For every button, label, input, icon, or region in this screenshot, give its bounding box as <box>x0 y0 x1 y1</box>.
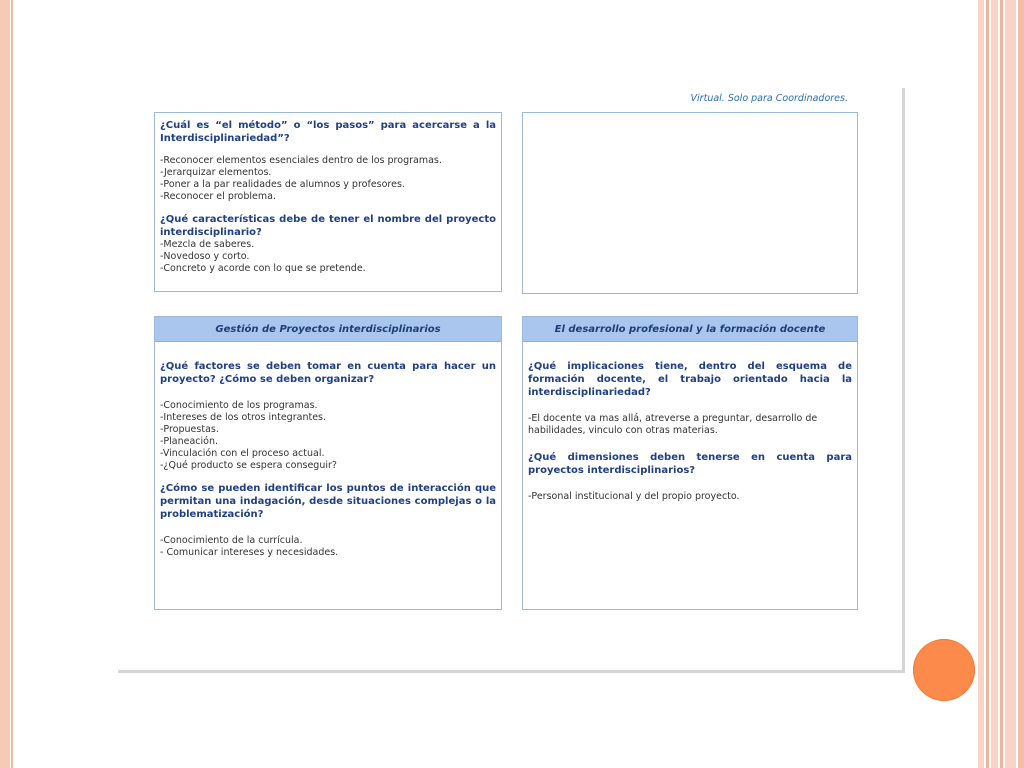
orange-circle-decoration <box>913 639 975 701</box>
answer-item: -Conocimiento de los programas. <box>160 400 318 411</box>
right-stripe <box>978 0 984 768</box>
answer-item: -Planeación. <box>160 436 219 447</box>
answer-item: -Reconocer el problema. <box>160 191 276 202</box>
answer-item: -Jerarquizar elementos. <box>160 167 272 178</box>
answer-item: -Novedoso y corto. <box>160 251 250 262</box>
question-characteristics: ¿Qué características debe de tener el nombre del proyecto interdisciplinario? <box>160 214 496 238</box>
answer-item: -Vinculación con el proceso actual. <box>160 448 325 459</box>
right-stripe <box>986 0 989 768</box>
document-image <box>118 88 905 673</box>
answer-item: -Intereses de los otros integrantes. <box>160 412 327 423</box>
answer-item: -Reconocer elementos esenciales dentro de los programas. <box>160 155 442 166</box>
answer-item: -Conocimiento de la currícula. <box>160 535 303 546</box>
question-factors: ¿Qué factores se deben tomar en cuenta para hacer un proyecto? ¿Cómo se deben organizar? <box>160 361 496 385</box>
box-professional-development <box>522 316 858 610</box>
answer-item: -Poner a la par realidades de alumnos y profesores. <box>160 179 405 190</box>
right-stripe <box>1018 0 1024 768</box>
answer-text: -El docente va mas allá, atreverse a preguntar, desarrollo de habilidades, vinculo con otras materias. <box>528 413 818 436</box>
left-decorative-line <box>11 0 13 768</box>
left-decorative-stripe <box>0 0 10 768</box>
answer-item: -Mezcla de saberes. <box>160 239 255 250</box>
box-empty <box>522 112 858 294</box>
question-method: ¿Cuál es “el método” o “los pasos” para acercarse a la Interdisciplinariedad”? <box>160 120 496 144</box>
right-stripe <box>1000 0 1003 768</box>
box-method <box>154 112 502 292</box>
question-dimensions: ¿Qué dimensiones deben tenerse en cuenta para proyectos interdisciplinarios? <box>528 452 852 476</box>
box-project-management <box>154 316 502 610</box>
question-implications: ¿Qué implicaciones tiene, dentro del esquema de formación docente, el trabajo orientado hacia la interdisciplinariedad? <box>528 361 852 398</box>
question-interaction-points: ¿Cómo se pueden identificar los puntos de interacción que permitan una indagación, desde situaciones complejas o la problematización? <box>160 483 496 520</box>
answer-text: -Personal institucional y del propio proyecto. <box>528 491 740 502</box>
answer-item: -¿Qué producto se espera conseguir? <box>160 460 337 471</box>
right-stripe <box>991 0 998 768</box>
answer-item: - Comunicar intereses y necesidades. <box>160 547 339 558</box>
answer-item: -Concreto y acorde con lo que se pretende. <box>160 263 366 274</box>
box-header: El desarrollo profesional y la formación docente <box>523 317 857 342</box>
right-stripe <box>1005 0 1016 768</box>
box-header: Gestión de Proyectos interdisciplinarios <box>155 317 501 342</box>
top-note: Virtual. Solo para Coordinadores. <box>690 93 848 104</box>
answer-item: -Propuestas. <box>160 424 219 435</box>
